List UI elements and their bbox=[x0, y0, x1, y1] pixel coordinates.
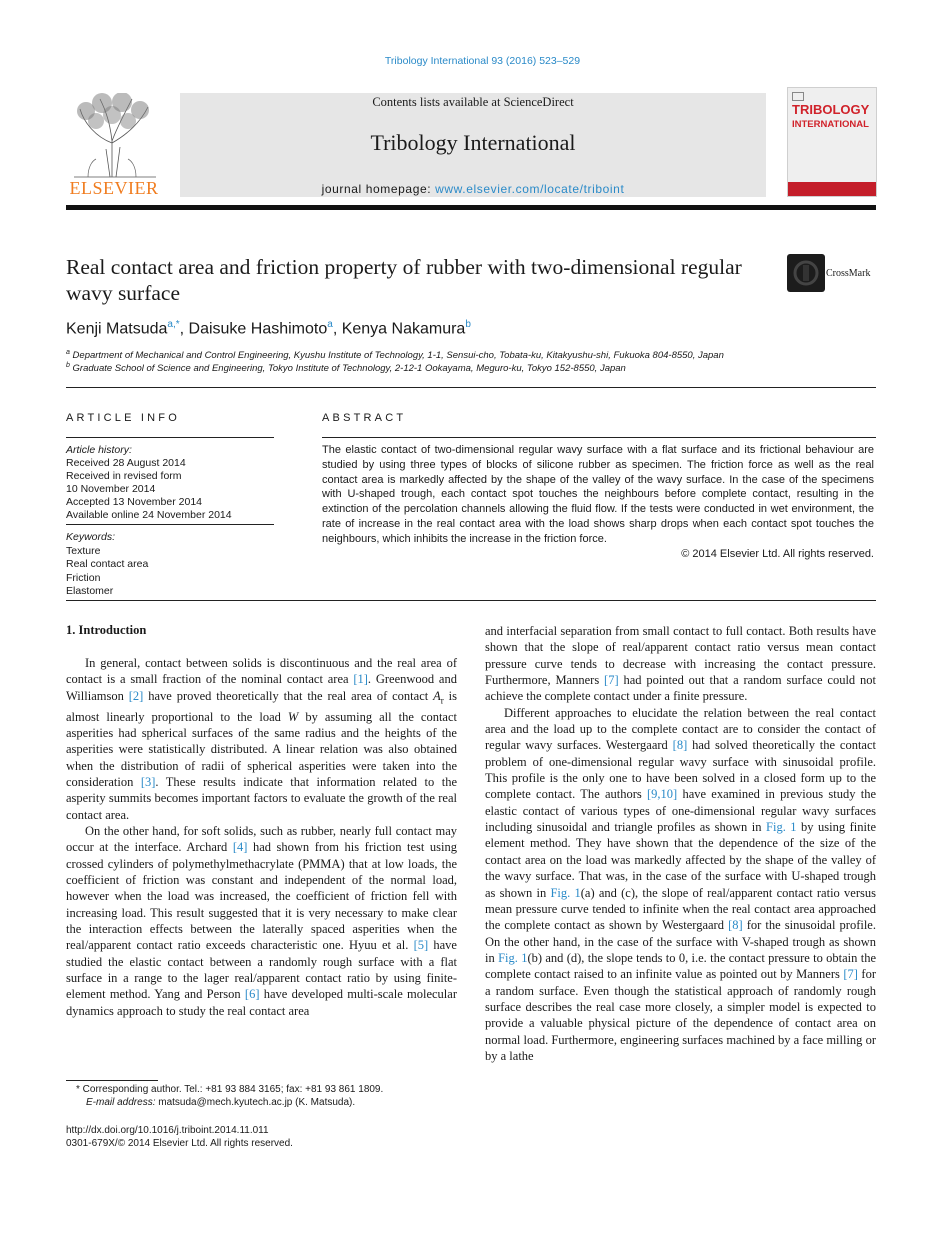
homepage-link[interactable]: www.elsevier.com/locate/triboint bbox=[435, 182, 625, 196]
keyword: Elastomer bbox=[66, 585, 114, 597]
affiliation-mark: b bbox=[66, 362, 70, 369]
abstract-heading: ABSTRACT bbox=[322, 412, 407, 424]
text-run: had pointed out that a random surface could not achieve the complete contact under a finite pressure. bbox=[485, 673, 876, 704]
homepage-line bbox=[180, 182, 766, 196]
text-run: (b) and (d), the slope tends to 0, i.e. the contact pressure to obtain the complete contact raised to an infinite value as pointed out by Manners bbox=[485, 950, 877, 982]
text-run: by using finite element method. They have shown that the dependence of the size of the contact area on the load was markedly affected by the shape of the valley of the wavy surface. That was, in the case of the surface with U-shaped trough as shown in bbox=[485, 820, 876, 900]
doi-link[interactable]: http://dx.doi.org/10.1016/j.triboint.2014.11.011 bbox=[66, 1125, 269, 1136]
text-run: Different approaches to elucidate the relation between the real contact area and the load up to the complete contact are to consider the contact of regular wavy surfaces. Westergaard bbox=[485, 705, 876, 753]
affiliation-text: Department of Mechanical and Control Engineering, Kyushu Institute of Technology, 1-1, Sensui-cho, Tobata-ku, Kitakyushu-shi, Fukuoka 804-8550, Japan bbox=[72, 350, 724, 362]
header-divider bbox=[66, 205, 876, 210]
text-run: . Greenwood and Williamson bbox=[66, 672, 457, 703]
right-column bbox=[485, 623, 876, 1064]
citation-link[interactable]: Fig. 1 bbox=[766, 820, 797, 835]
history-item: Accepted 13 November 2014 bbox=[66, 496, 203, 508]
text-run: have developed multi-scale molecular dynamics approach to study the real contact area bbox=[66, 987, 457, 1018]
author-separator: , bbox=[179, 320, 189, 338]
citation-link[interactable]: [7] bbox=[604, 673, 619, 688]
elsevier-wordmark: ELSEVIER bbox=[69, 178, 159, 198]
article-info-heading: ARTICLE INFO bbox=[66, 412, 180, 424]
paragraph bbox=[66, 823, 457, 1019]
math-symbol: A bbox=[433, 688, 441, 703]
author-affil-mark[interactable]: b bbox=[465, 319, 471, 330]
citation-link[interactable]: [3] bbox=[140, 774, 156, 789]
divider bbox=[66, 387, 876, 388]
citation-link[interactable]: [4] bbox=[232, 840, 248, 855]
paper-title: Real contact area and friction property of rubber with two-dimensional regular wavy surface bbox=[66, 255, 742, 305]
doi-block bbox=[66, 1124, 293, 1150]
keyword: Texture bbox=[66, 544, 101, 557]
keyword: Real contact area bbox=[66, 558, 149, 570]
section-heading: 1. Introduction bbox=[66, 623, 147, 637]
keyword: Friction bbox=[66, 571, 101, 584]
history-item: Received 28 August 2014 bbox=[66, 457, 186, 469]
footnote bbox=[66, 1083, 383, 1109]
text-run: and interfacial separation from small contact to full contact. Both results have shown that the slope of real/apparent contact ratio versus mean contact pressure curve tends to decrease with increasing the contact pressure. Furthermore, Manners bbox=[485, 624, 876, 688]
text-run: had solved theoretically the contact problem of one-dimensional regular wavy surface with sinusoidal profile. This profile is the only one to have been solved in a closed form up to the complete contact. The authors bbox=[485, 738, 877, 802]
citation-link[interactable]: [6] bbox=[244, 987, 260, 1002]
affiliation-b bbox=[66, 362, 626, 374]
citation-link[interactable]: Fig. 1 bbox=[498, 950, 528, 965]
text-run: In general, contact between solids is discontinuous and the real area of contact is a small fraction of the nominal contact area bbox=[66, 656, 457, 687]
paragraph bbox=[485, 623, 876, 705]
history-label: Article history: bbox=[66, 444, 132, 456]
contents-line bbox=[180, 95, 766, 110]
text-run: (a) and (c), the slope of real/apparent contact ratio versus mean pressure curve tended to infinite when the real contact area approached the complete contact as shown by Westergaard bbox=[485, 885, 876, 933]
divider bbox=[66, 600, 876, 601]
author-name[interactable]: Kenya Nakamura bbox=[341, 320, 466, 338]
email-address[interactable]: matsuda@mech.kyutech.ac.jp (K. Matsuda). bbox=[158, 1097, 356, 1108]
sciencedirect-link[interactable]: ScienceDirect bbox=[503, 95, 574, 109]
citation-link[interactable]: [8] bbox=[728, 918, 743, 933]
author-list bbox=[66, 319, 471, 338]
citation-link[interactable]: [1] bbox=[353, 672, 368, 687]
text-run: by assuming all the contact asperities had spherical surfaces of the same radius and the heights of the asperities were statistically distributed. A linear relation was also obtained when the distribution of radii of spherical asperities were taken into the consideration bbox=[66, 709, 457, 789]
homepage-label: journal homepage: bbox=[321, 182, 436, 196]
copyright: © 2014 Elsevier Ltd. All rights reserved. bbox=[681, 547, 874, 560]
citation-link[interactable]: [7] bbox=[843, 967, 858, 982]
article-history bbox=[66, 444, 232, 522]
cover-logo-icon bbox=[792, 92, 804, 101]
corresponding-author: * Corresponding author. Tel.: +81 93 884 3165; fax: +81 93 861 1809. bbox=[76, 1084, 384, 1095]
issn-line: 0301-679X/© 2014 Elsevier Ltd. All rights reserved. bbox=[66, 1138, 293, 1149]
text-run: have examined in previous study the elastic contact of various types of one-dimensional regular wavy surfaces including sinusoidal and triangle profiles as shown in bbox=[485, 787, 876, 835]
footnote-rule bbox=[66, 1080, 158, 1081]
contents-text: Contents lists available at bbox=[372, 95, 504, 109]
history-item: Available online 24 November 2014 bbox=[66, 509, 232, 521]
tree-icon bbox=[66, 93, 162, 179]
author-affil-mark[interactable]: a,* bbox=[167, 319, 180, 330]
math-symbol: W bbox=[287, 709, 299, 724]
author-affil-mark[interactable]: a bbox=[327, 319, 333, 330]
text-run: is almost linearly proportional to the load bbox=[66, 688, 458, 724]
journal-reference[interactable]: Tribology International 93 (2016) 523–529 bbox=[384, 55, 581, 67]
divider bbox=[66, 524, 274, 525]
cover-subtitle: INTERNATIONAL bbox=[792, 119, 869, 130]
author-separator: , bbox=[332, 320, 342, 338]
cover-title: TRIBOLOGY bbox=[792, 102, 870, 117]
citation-link[interactable]: [5] bbox=[413, 938, 429, 953]
history-item: 10 November 2014 bbox=[66, 483, 156, 495]
affiliation-a bbox=[66, 349, 724, 361]
author-name[interactable]: Daisuke Hashimoto bbox=[188, 320, 328, 338]
text-run: On the other hand, for soft solids, such as rubber, nearly full contact may occur at the interface. Archard bbox=[66, 823, 457, 855]
divider bbox=[322, 437, 876, 438]
divider bbox=[66, 437, 274, 438]
paragraph bbox=[485, 705, 876, 1065]
subscript: r bbox=[440, 695, 444, 706]
cover-bar bbox=[788, 182, 876, 196]
text-run: for the sinusoidal profile. On the other hand, in the case of the surface with V-shaped trough as shown in bbox=[485, 918, 876, 965]
crossmark-label[interactable]: CrossMark bbox=[826, 268, 871, 279]
affiliation-text: Graduate School of Science and Engineering, Tokyo Institute of Technology, 2-12-1 Ookayama, Meguro-ku, Tokyo 152-8550, Japan bbox=[72, 363, 626, 375]
paragraph bbox=[66, 655, 457, 823]
history-item: Received in revised form bbox=[66, 470, 182, 482]
abstract-body bbox=[322, 443, 874, 561]
journal-title: Tribology International bbox=[370, 130, 576, 155]
text-run: have proved theoretically that the real area of contact bbox=[143, 688, 434, 703]
email-label: E-mail address: bbox=[86, 1097, 159, 1108]
text-run: have studied the elastic contact between a randomly rough surface with a flat surface in a range to the lager real/apparent contact ratio by using finite-element method. Yang and Person bbox=[66, 938, 457, 1002]
citation-link[interactable]: [9,10] bbox=[647, 787, 678, 802]
citation-link[interactable]: [2] bbox=[128, 688, 144, 703]
keywords bbox=[66, 531, 148, 599]
keywords-label: Keywords: bbox=[66, 531, 116, 543]
affiliation-mark: a bbox=[66, 349, 70, 356]
text-run: . These results indicate that information related to the asperity summits becomes important factors to evaluate the growth of the real contact area. bbox=[66, 774, 457, 822]
crossmark-icon[interactable] bbox=[787, 254, 825, 292]
crossmark-symbol bbox=[787, 254, 825, 292]
abstract-text: The elastic contact of two-dimensional regular wavy surface with a flat surface and its frictional behaviour are studied by using three types of blocks of silicone rubber as specimen. The friction force as well as the real contact area is markedly affected by the shape of the valley of the wavy surface. In the case of the specimens with U-shaped trough, each contact spot touches the neighbours before complete contact, resulting in the extinction of the percolation channels allowing the fluid flow. If the tests were conducted in wet environment, the rate of increase in the real contact area with the load shows sharp drops when each contact spot touches the neighbours, which inhibits the increase in the friction force. bbox=[322, 444, 874, 545]
left-column bbox=[66, 655, 457, 1019]
citation-link[interactable]: [8] bbox=[672, 738, 688, 753]
citation-link[interactable]: Fig. 1 bbox=[550, 885, 581, 900]
text-run: for a random surface. Even though the statistical approach of randomly rough surface describes the real case more closely, a simpler model is expected to provide a valuable physical picture of the dependence of contact area on normal load. Furthermore, engineering surfaces machined by a face milling or by a lathe bbox=[485, 967, 876, 1063]
text-run: had shown from his friction test using crossed cylinders of polymethylmethacrylate (PMMA) that at low loads, the coefficient of friction was constant and independent of the normal load, however when the load was increased, the coefficient of friction fell with increasing load. This result suggested that it is very necessary to make clear the interaction effects between the laterally spaced asperities when the real/apparent contact ratio exceeds characteristic one. Hyuu et al. bbox=[66, 840, 457, 953]
journal-cover[interactable] bbox=[787, 87, 877, 197]
author-name[interactable]: Kenji Matsuda bbox=[66, 320, 168, 338]
